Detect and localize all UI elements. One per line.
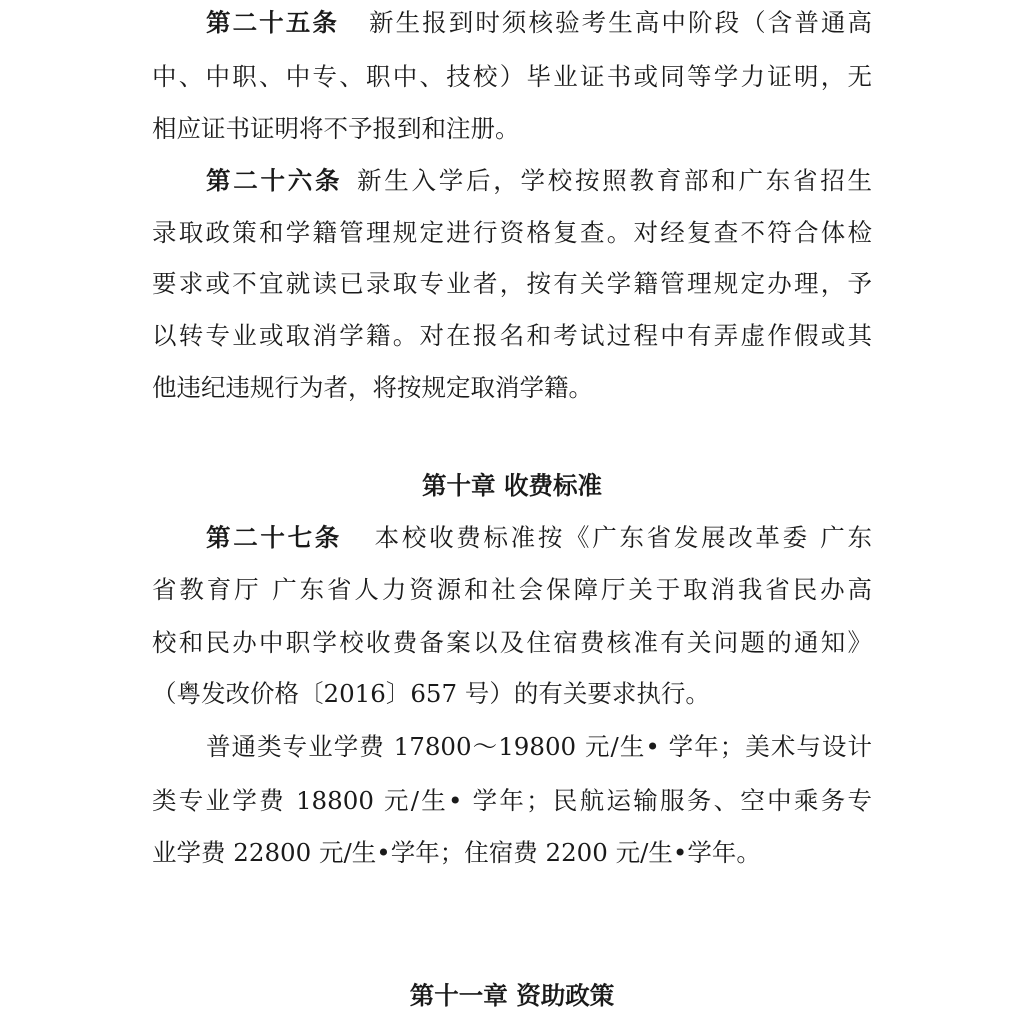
- fees-line-1: 普通类专业学费 17800～19800 元/生• 学年；美术与设计: [206, 732, 872, 761]
- article-25-label: 第二十五条: [206, 8, 339, 37]
- article-25-line-3: 相应证书证明将不予报到和注册。: [152, 114, 520, 143]
- article-27-line-4: （粤发改价格〔2016〕657 号）的有关要求执行。: [152, 679, 710, 708]
- article-27-line-2: 省教育厅 广东省人力资源和社会保障厅关于取消我省民办高: [152, 575, 872, 604]
- article-26-line-4: 以转专业或取消学籍。对在报名和考试过程中有弄虚作假或其: [152, 321, 872, 350]
- fees-line-2: 类专业学费 18800 元/生• 学年；民航运输服务、空中乘务专: [152, 786, 872, 815]
- article-26-line-1: [206, 166, 872, 195]
- article-25-text: 新生报到时须核验考生高中阶段（含普通高: [366, 8, 873, 37]
- article-27-label: 第二十七条: [206, 523, 342, 552]
- article-25-line-2: 中、中职、中专、职中、技校）毕业证书或同等学力证明，无: [152, 62, 872, 91]
- article-26-line-5: 他违纪违规行为者，将按规定取消学籍。: [152, 373, 593, 402]
- fees-line-3: 业学费 22800 元/生•学年；住宿费 2200 元/生•学年。: [152, 838, 761, 867]
- article-26-line-3: 要求或不宜就读已录取专业者，按有关学籍管理规定办理，予: [152, 269, 872, 298]
- article-27-line-3: 校和民办中职学校收费备案以及住宿费核准有关问题的通知》: [152, 628, 872, 657]
- article-27-line-1: [206, 523, 872, 552]
- article-25-line-1: [206, 8, 873, 37]
- chapter-11-heading: 第十一章 资助政策: [409, 981, 615, 1010]
- article-26-line-2: 录取政策和学籍管理规定进行资格复查。对经复查不符合体检: [152, 218, 872, 247]
- chapter-10-heading: 第十章 收费标准: [421, 471, 603, 500]
- article-27-text: 本校收费标准按《广东省发展改革委 广东: [371, 523, 872, 552]
- article-26-label: 第二十六条: [206, 166, 343, 195]
- article-26-text: 新生入学后，学校按照教育部和广东省招生: [354, 166, 872, 195]
